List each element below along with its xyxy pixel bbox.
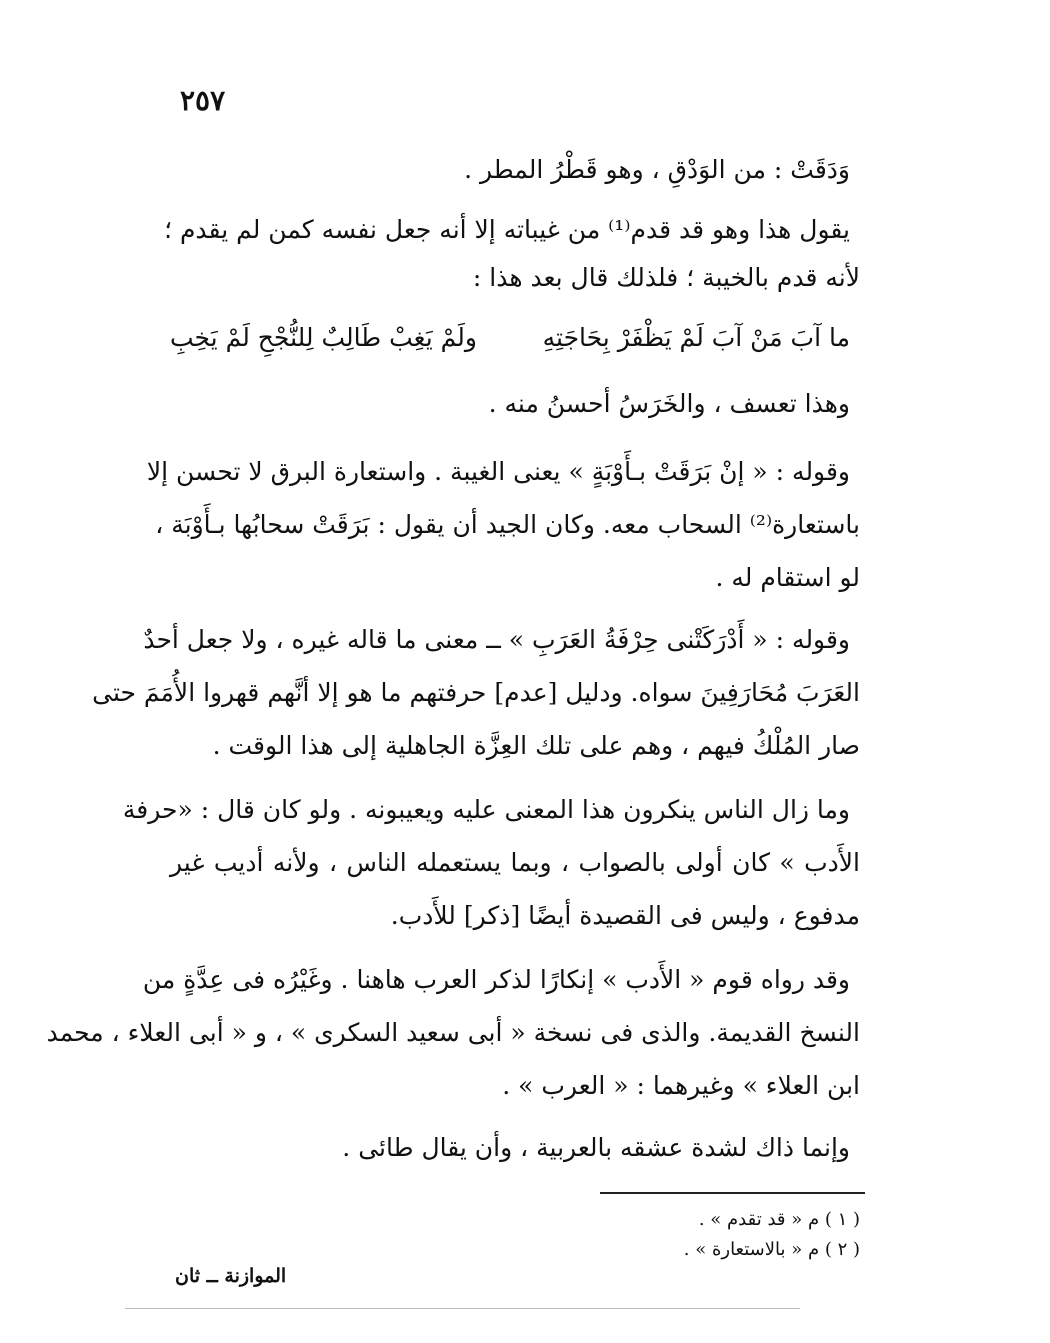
text-line: صار المُلْكُ فيهم ، وهم على تلك العِزَّة الجاهلية إلى هذا الوقت . bbox=[212, 731, 860, 760]
text-line: ابن العلاء » وغيرهما : « العرب » . bbox=[502, 1071, 860, 1100]
verse-second-hemistich: ولَمْ يَغِبْ طَالِبٌ لِلنُّجْحِ لَمْ يَخِبِ bbox=[170, 323, 477, 352]
footnote: ( ١ ) م « قد تقدم » . bbox=[698, 1209, 860, 1230]
text-line: يقول هذا وهو قد قدم⁽¹⁾ من غيباته إلا أنه جعل نفسه كمن لم يقدم ؛ bbox=[164, 215, 850, 244]
text-line: وإنما ذاك لشدة عشقه بالعربية ، وأن يقال طائى . bbox=[342, 1133, 850, 1162]
page-number: ٢٥٧ bbox=[180, 84, 226, 117]
text-line: وقوله : « أَدْرَكَتْنى حِرْفَةُ العَرَبِ » ــ معنى ما قاله غيره ، ولا جعل أحدٌ bbox=[143, 625, 850, 654]
text-line: الأَدب » كان أولى بالصواب ، وبما يستعمله الناس ، ولأنه أديب غير bbox=[170, 848, 860, 877]
verse-first-hemistich: ما آبَ مَنْ آبَ لَمْ يَظْفَرْ بِحَاجَتِهِ bbox=[542, 323, 850, 352]
scan-edge-line bbox=[125, 1308, 800, 1309]
text-line: لو استقام له . bbox=[715, 563, 860, 592]
text-line: النسخ القديمة. والذى فى نسخة « أبى سعيد السكرى » ، و « أبى العلاء ، محمد bbox=[46, 1018, 860, 1047]
text-line: لأنه قدم بالخيبة ؛ فلذلك قال بعد هذا : bbox=[472, 263, 860, 292]
text-line: باستعارة⁽²⁾ السحاب معه. وكان الجيد أن يقول : بَرَقَتْ سحابُها بـأَوْبَة ، bbox=[155, 510, 860, 539]
footnote-divider bbox=[600, 1192, 865, 1194]
text-line: العَرَبَ مُحَارَفِينَ سواه. ودليل [عدم] حرفتهم ما هو إلا أنَّهم قهروا الأُمَمَ حتى bbox=[92, 678, 860, 707]
text-line: وقد رواه قوم « الأَدب » إنكارًا لذكر العرب هاهنا . وغَيْرُه فى عِدَّةٍ من bbox=[142, 965, 850, 994]
poem-verse bbox=[170, 318, 850, 358]
footnote: ( ٢ ) م « بالاستعارة » . bbox=[683, 1239, 860, 1260]
text-line: وَدَقَتْ : من الوَدْقِ ، وهو قَطْرُ المطر . bbox=[464, 155, 850, 184]
signature-mark: الموازنة ــ ثان bbox=[175, 1265, 287, 1287]
text-line: وما زال الناس ينكرون هذا المعنى عليه ويعيبونه . ولو كان قال : «حرفة bbox=[122, 795, 850, 824]
text-line: وقوله : « إنْ بَرَقَتْ بـأَوْبَةٍ » يعنى الغيبة . واستعارة البرق لا تحسن إلا bbox=[146, 457, 850, 486]
text-line: وهذا تعسف ، والخَرَسُ أحسنُ منه . bbox=[488, 389, 850, 418]
text-line: مدفوع ، وليس فى القصيدة أيضًا [ذكر] للأَدب. bbox=[390, 901, 860, 930]
